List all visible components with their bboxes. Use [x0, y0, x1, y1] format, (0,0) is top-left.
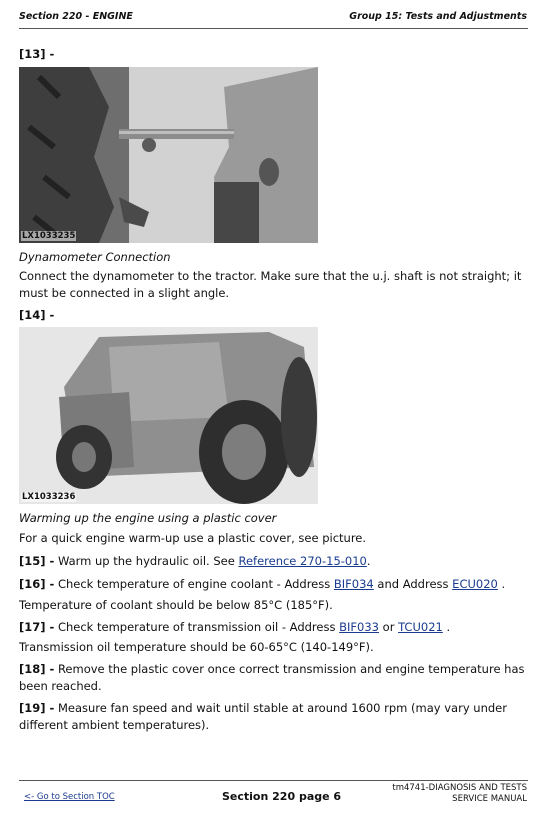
- step-18-text: Remove the plastic cover once correct transmission and engine temperature has been reached.: [19, 662, 525, 693]
- step-19-text: Measure fan speed and wait until stable at around 1600 rpm (may vary under different ambient temperatures).: [19, 701, 507, 732]
- step-15-label: [15] -: [19, 554, 55, 568]
- figure-id: LX1033236: [22, 492, 76, 502]
- figure-id: LX1033235: [22, 231, 76, 241]
- step-15-text: Warm up the hydraulic oil. See: [57, 554, 235, 568]
- step-16-label: [16] -: [19, 577, 55, 591]
- section-toc-link[interactable]: <- Go to Section TOC: [24, 792, 115, 802]
- step-19: [19, 700, 531, 734]
- header-divider: [19, 28, 528, 29]
- tractor-illustration: [19, 327, 318, 504]
- step-13-label: [13] -: [19, 47, 55, 61]
- tcu021-link[interactable]: TCU021: [398, 620, 443, 634]
- document-id: [392, 783, 527, 805]
- step-17-text: Check temperature of transmission oil - Address: [57, 620, 336, 634]
- section-title: Section 220 - ENGINE: [19, 11, 133, 22]
- ecu020-link[interactable]: ECU020: [452, 577, 498, 591]
- step-18-label: [18] -: [19, 662, 55, 676]
- dyno-instruction: Connect the dynamometer to the tractor. Make sure that the u.j. shaft is not straight; it must be connected in a slight angle.: [19, 269, 522, 300]
- group-title: Group 15: Tests and Adjustments: [349, 11, 527, 22]
- step-17-label: [17] -: [19, 620, 55, 634]
- bif034-link[interactable]: BIF034: [333, 577, 374, 591]
- step-17-mid: or: [382, 620, 395, 634]
- tractor-photo: [19, 327, 318, 504]
- step-15: [15] - Warm up the hydraulic oil. See Reference 270-15-010.: [19, 554, 371, 568]
- figure-caption: Warming up the engine using a plastic cover: [19, 511, 277, 525]
- reference-link[interactable]: Reference 270-15-010: [238, 554, 367, 568]
- step-16: [16] - Check temperature of engine coolant - Address BIF034 and Address ECU020 .: [19, 577, 506, 591]
- dynamometer-photo: [19, 67, 318, 243]
- step-16-mid: and Address: [377, 577, 449, 591]
- step-14-label: [14] -: [19, 308, 55, 322]
- doc-subtitle: SERVICE MANUAL: [452, 794, 527, 804]
- bif033-link[interactable]: BIF033: [339, 620, 379, 634]
- page-number: Section 220 page 6: [222, 790, 342, 803]
- step-19-label: [19] -: [19, 701, 55, 715]
- coolant-note: Temperature of coolant should be below 85°C (185°F).: [19, 598, 333, 612]
- warmup-instruction: For a quick engine warm-up use a plastic cover, see picture.: [19, 531, 367, 545]
- transmission-note: Transmission oil temperature should be 60-65°C (140-149°F).: [19, 640, 374, 654]
- step-16-text: Check temperature of engine coolant - Address: [57, 577, 331, 591]
- dynamometer-illustration: [19, 67, 318, 243]
- figure-caption: Dynamometer Connection: [19, 250, 171, 264]
- doc-title: tm4741-DIAGNOSIS AND TESTS: [392, 783, 527, 793]
- step-17: [17] - Check temperature of transmission oil - Address BIF033 or TCU021 .: [19, 620, 451, 634]
- footer-divider: [19, 780, 528, 781]
- step-18: [19, 661, 531, 695]
